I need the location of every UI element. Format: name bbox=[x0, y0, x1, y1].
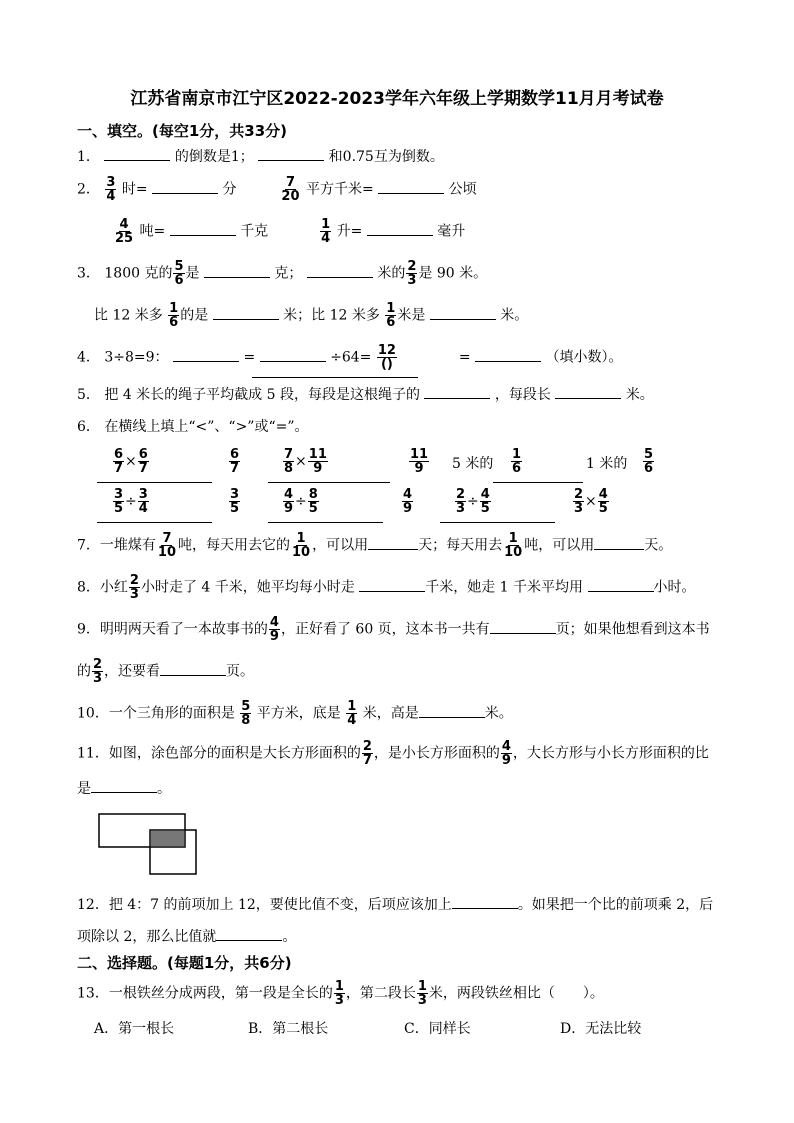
q9-text: 页。 bbox=[226, 663, 255, 680]
q10-number: 10． bbox=[77, 705, 109, 722]
q10-blank[interactable] bbox=[419, 704, 485, 718]
q11-fraction-1: $\frac{2}{7}$ bbox=[362, 739, 372, 768]
q8-text: 千米，她走 1 千米平均用 bbox=[425, 579, 584, 596]
q4-text: 3÷8=9： bbox=[104, 349, 169, 366]
operator: ÷ bbox=[295, 493, 307, 510]
q12-text: 。 bbox=[282, 929, 297, 945]
q8-number: 8． bbox=[77, 579, 100, 596]
rectangles-figure bbox=[95, 810, 215, 880]
q3-number: 3． bbox=[77, 265, 100, 282]
q6-compare-5-left: $\frac{3}{5}$ ÷ $\frac{3}{4}$ bbox=[114, 487, 148, 516]
q9-text: 页；如果他想看到这本书 bbox=[555, 621, 710, 638]
q7-blank-1[interactable] bbox=[368, 536, 418, 550]
q3-fraction-1: $\frac{5}{6}$ bbox=[174, 259, 184, 288]
q4-text: = bbox=[243, 349, 256, 366]
q3-text: 是 90 米。 bbox=[418, 265, 488, 282]
q6-blank-2[interactable] bbox=[268, 482, 390, 483]
shaded-overlap bbox=[150, 830, 185, 847]
q4-number: 4． bbox=[77, 349, 100, 366]
q11-text: 。 bbox=[157, 781, 171, 797]
q5-text: 米。 bbox=[625, 387, 654, 403]
q8-blank-2[interactable] bbox=[588, 578, 654, 592]
section-2-heading: 二、选择题。(每题1分，共6分) bbox=[77, 954, 292, 972]
question-9 bbox=[77, 616, 710, 643]
q2-blank-1[interactable] bbox=[152, 180, 218, 194]
q12-text: 。如果把一个比的前项乘 2，后 bbox=[517, 897, 714, 913]
q9-text: 明明两天看了一本故事书的 bbox=[99, 621, 268, 638]
q12-number: 12． bbox=[77, 897, 109, 913]
q3-text: 是 bbox=[185, 265, 200, 282]
q11-fraction-2: $\frac{4}{9}$ bbox=[501, 739, 511, 768]
q3-blank-3[interactable] bbox=[213, 306, 279, 320]
q5-text: ，每段长 bbox=[494, 387, 551, 403]
q2-blank-4[interactable] bbox=[367, 222, 433, 236]
q11-number: 11． bbox=[77, 745, 109, 762]
question-11 bbox=[77, 740, 709, 767]
q8-fraction: $\frac{2}{3}$ bbox=[129, 573, 139, 602]
q6-number: 6． bbox=[77, 419, 100, 435]
q2-unit: 公顷 bbox=[448, 181, 477, 198]
q13-option-b[interactable]: B．第二根长 bbox=[248, 1021, 329, 1037]
q11-text: 是 bbox=[77, 781, 91, 797]
q1-blank-2[interactable] bbox=[258, 147, 324, 161]
q6-compare-4-left: 1 米的 bbox=[586, 456, 628, 472]
q13-fraction-2: $\frac{1}{3}$ bbox=[417, 979, 427, 1008]
q2-fraction-3: $\frac{4}{25}$ bbox=[115, 217, 134, 246]
question-9-row-2 bbox=[77, 658, 254, 685]
question-1 bbox=[77, 146, 444, 166]
operator: ÷ bbox=[467, 493, 479, 510]
question-3-row-2 bbox=[94, 302, 528, 329]
q2-blank-3[interactable] bbox=[170, 222, 236, 236]
q9-number: 9． bbox=[77, 621, 100, 638]
q6-compare-7-left: $\frac{2}{3}$ ÷ $\frac{4}{5}$ bbox=[456, 487, 490, 516]
q6-compare-3-left: 5 米的 bbox=[452, 456, 494, 472]
q6-compare-2-right: $\frac{11}{9}$ bbox=[410, 447, 429, 476]
q4-blank-3[interactable] bbox=[475, 348, 541, 362]
q12-text: 项除以 2，那么比值就 bbox=[77, 929, 217, 945]
q10-fraction-1: $\frac{5}{8}$ bbox=[241, 699, 251, 728]
q6-text: 在横线上填上“<”、“>”或“=”。 bbox=[104, 419, 309, 435]
q7-text: ，可以用 bbox=[312, 537, 369, 554]
q2-blank-2[interactable] bbox=[378, 180, 444, 194]
operator: ÷ bbox=[125, 493, 137, 510]
q6-compare-2-left: $\frac{7}{8}$ × $\frac{11}{9}$ bbox=[284, 447, 327, 476]
q9-text: ，正好看了 60 页，这本书一共有 bbox=[280, 621, 490, 638]
q3-text: 米；比 12 米多 bbox=[283, 307, 380, 324]
q2-unit: 千克 bbox=[240, 223, 269, 240]
q7-text: 吨，可以用 bbox=[524, 537, 595, 554]
q9-fraction-2: $\frac{2}{3}$ bbox=[93, 657, 103, 686]
q12-blank-1[interactable] bbox=[452, 895, 518, 909]
q2-unit: 毫升 bbox=[437, 223, 466, 240]
page-title: 江苏省南京市江宁区2022-2023学年六年级上学期数学11月月考试卷 bbox=[130, 89, 664, 109]
q1-blank-1[interactable] bbox=[104, 147, 170, 161]
question-10 bbox=[77, 700, 513, 727]
q7-fraction-3: $\frac{1}{10}$ bbox=[504, 531, 523, 560]
q6-blank-7[interactable] bbox=[440, 522, 555, 523]
q6-compare-6-right: $\frac{4}{9}$ bbox=[403, 487, 413, 516]
q12-text: 把 4：7 的前项加上 12，要使比值不变，后项应该加上 bbox=[108, 897, 452, 913]
section-1-heading: 一、填空。(每空1分，共33分) bbox=[77, 122, 288, 140]
q8-blank-1[interactable] bbox=[359, 578, 425, 592]
q3-fraction-3: $\frac{1}{6}$ bbox=[169, 301, 179, 330]
q10-text: 一个三角形的面积是 bbox=[108, 705, 235, 722]
q12-blank-2[interactable] bbox=[216, 927, 282, 941]
q3-text: 米是 bbox=[397, 307, 426, 324]
q6-compare-1-left: $\frac{6}{7}$ × $\frac{6}{7}$ bbox=[114, 447, 148, 476]
q3-blank-1[interactable] bbox=[204, 264, 270, 278]
q9-text: 的 bbox=[77, 663, 91, 680]
q6-blank-3[interactable] bbox=[493, 482, 583, 483]
question-2 bbox=[77, 176, 477, 203]
q4-text: = bbox=[458, 349, 471, 366]
q8-text: 小时。 bbox=[653, 579, 696, 596]
q6-blank-1[interactable] bbox=[97, 482, 212, 483]
q3-text: 米。 bbox=[500, 307, 529, 324]
q3-text: 的是 bbox=[180, 307, 209, 324]
q3-text: 1800 克的 bbox=[104, 265, 173, 282]
q5-blank-1[interactable] bbox=[424, 385, 490, 399]
q11-text: 如图，涂色部分的面积是大长方形面积的 bbox=[108, 745, 361, 762]
q10-text: 米，高是 bbox=[362, 705, 419, 722]
question-4 bbox=[77, 344, 622, 371]
q9-text: ，还要看 bbox=[104, 663, 161, 680]
q2-number: 2． bbox=[77, 181, 100, 198]
q1-number: 1． bbox=[77, 149, 100, 165]
q7-text: 天。 bbox=[644, 537, 673, 554]
q2-unit: 分 bbox=[222, 181, 237, 198]
question-5 bbox=[77, 384, 654, 404]
q6-blank-5[interactable] bbox=[97, 522, 212, 523]
q9-blank-1[interactable] bbox=[490, 620, 556, 634]
q4-blank-1[interactable] bbox=[173, 348, 239, 362]
q4-fraction: $\frac{12}{()}$ bbox=[377, 343, 396, 372]
question-6 bbox=[77, 416, 309, 436]
q4-blank-2[interactable] bbox=[260, 348, 326, 362]
q11-text: ，大长方形与小长方形面积的比 bbox=[512, 745, 709, 762]
q6-blank-6[interactable] bbox=[268, 522, 383, 523]
q1-text-1: 的倒数是1； bbox=[174, 149, 254, 165]
q7-text: 天；每天用去 bbox=[418, 537, 503, 554]
q2-text: 平方千米= bbox=[305, 181, 374, 198]
q13-text: 米，两段铁丝相比（ ）。 bbox=[428, 985, 604, 1002]
q2-fraction-1: $\frac{3}{4}$ bbox=[106, 175, 116, 204]
q3-text: 米的 bbox=[377, 265, 406, 282]
q6-compare-6-left: $\frac{4}{9}$ ÷ $\frac{8}{5}$ bbox=[284, 487, 318, 516]
q3-fraction-2: $\frac{2}{3}$ bbox=[407, 259, 417, 288]
q6-compare-7-right: $\frac{2}{3}$ × $\frac{4}{5}$ bbox=[574, 487, 608, 516]
operator: × bbox=[585, 493, 597, 510]
q13-fraction-1: $\frac{1}{3}$ bbox=[334, 979, 344, 1008]
q13-text: 一根铁丝分成两段，第一段是全长的 bbox=[108, 985, 333, 1002]
q11-text: ，是小长方形面积的 bbox=[373, 745, 500, 762]
q8-text: 小时走了 4 千米，她平均每小时走 bbox=[140, 579, 355, 596]
q7-text: 一堆煤有 bbox=[99, 537, 156, 554]
q8-text: 小红 bbox=[99, 579, 128, 596]
q10-fraction-2: $\frac{1}{4}$ bbox=[347, 699, 357, 728]
q6-compare-3-right: $\frac{1}{6}$ bbox=[512, 447, 522, 476]
q10-text: 米。 bbox=[484, 705, 513, 722]
q3-fraction-4: $\frac{1}{6}$ bbox=[386, 301, 396, 330]
q6-compare-1-right: $\frac{6}{7}$ bbox=[230, 447, 240, 476]
question-13 bbox=[77, 980, 604, 1007]
q2-fraction-2: $\frac{7}{20}$ bbox=[281, 175, 300, 204]
q13-option-d[interactable]: D．无法比较 bbox=[560, 1021, 642, 1037]
q5-text: 把 4 米长的绳子平均截成 5 段，每段是这根绳子的 bbox=[104, 387, 420, 403]
q7-fraction-2: $\frac{1}{10}$ bbox=[292, 531, 311, 560]
q10-text: 平方米，底是 bbox=[256, 705, 341, 722]
operator: × bbox=[295, 453, 307, 470]
q3-blank-4[interactable] bbox=[430, 306, 496, 320]
q2-text: 升= bbox=[336, 223, 363, 240]
q5-number: 5． bbox=[77, 387, 100, 403]
q13-option-a[interactable]: A．第一根长 bbox=[94, 1021, 175, 1037]
question-3 bbox=[77, 260, 487, 287]
question-7 bbox=[77, 532, 672, 559]
q9-fraction-1: $\frac{4}{9}$ bbox=[269, 615, 279, 644]
question-11-row-2 bbox=[77, 778, 171, 798]
q7-text: 吨，每天用去它的 bbox=[178, 537, 291, 554]
q2-text: 吨= bbox=[139, 223, 166, 240]
q7-fraction-1: $\frac{7}{10}$ bbox=[157, 531, 177, 560]
q6-compare-5-right: $\frac{3}{5}$ bbox=[230, 487, 240, 516]
question-12 bbox=[77, 894, 713, 914]
q3-text: 克； bbox=[274, 265, 303, 282]
q1-text-2: 和0.75互为倒数。 bbox=[328, 149, 444, 165]
q13-text: ，第二段长 bbox=[345, 985, 416, 1002]
q3-text: 比 12 米多 bbox=[94, 307, 163, 324]
q13-number: 13． bbox=[77, 985, 109, 1002]
operator: × bbox=[125, 453, 137, 470]
q2-fraction-4: $\frac{1}{4}$ bbox=[321, 217, 331, 246]
q4-text: （填小数）。 bbox=[545, 349, 623, 366]
question-2-row-2 bbox=[113, 218, 465, 245]
q9-blank-2[interactable] bbox=[160, 662, 226, 676]
q6-compare-4-right: $\frac{5}{6}$ bbox=[644, 447, 654, 476]
q13-option-c[interactable]: C．同样长 bbox=[404, 1021, 471, 1037]
question-8 bbox=[77, 574, 696, 601]
q5-blank-2[interactable] bbox=[555, 385, 621, 399]
q3-blank-2[interactable] bbox=[307, 264, 373, 278]
question-12-row-2 bbox=[77, 926, 296, 946]
q11-blank[interactable] bbox=[91, 779, 157, 793]
q2-text: 时= bbox=[121, 181, 148, 198]
q4-text: ÷64= bbox=[330, 349, 372, 366]
q7-number: 7． bbox=[77, 537, 100, 554]
q7-blank-2[interactable] bbox=[594, 536, 644, 550]
q4-underline bbox=[252, 377, 418, 378]
